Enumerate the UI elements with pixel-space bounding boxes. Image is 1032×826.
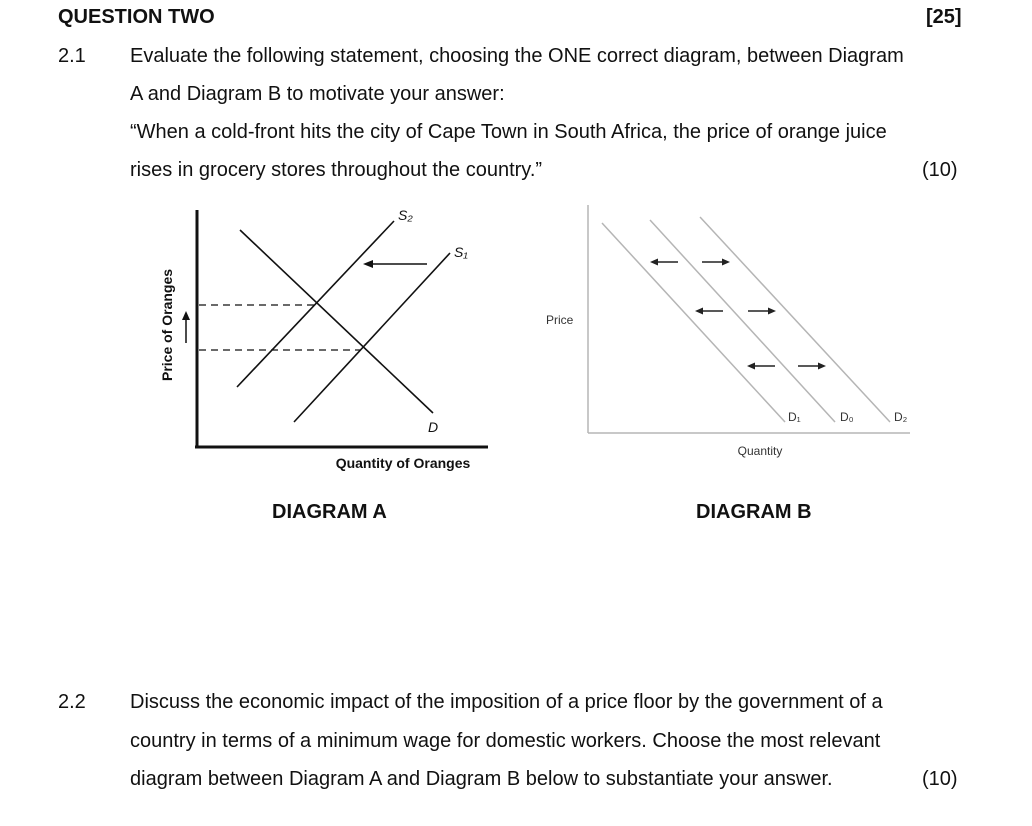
demand-curve-d1 xyxy=(602,223,785,422)
shift-right-arrow-icon xyxy=(702,259,730,266)
q2-2-line2: country in terms of a minimum wage for domestic workers. Choose the most relevant xyxy=(130,730,881,752)
demand-label: D xyxy=(428,419,439,435)
supply-curve-s1 xyxy=(294,253,450,422)
shift-right-arrow-icon xyxy=(798,363,826,370)
shift-left-arrow-icon xyxy=(695,308,723,315)
diagram-a xyxy=(150,195,510,485)
shift-left-arrow-icon xyxy=(650,259,678,266)
demand-d0-label: D₀ xyxy=(840,410,854,424)
q2-1-marks: (10) xyxy=(922,159,958,181)
supply-s2-label: S₂ xyxy=(398,207,413,223)
x-axis-label: Quantity xyxy=(737,444,783,458)
total-marks: [25] xyxy=(926,6,962,28)
q2-2-line1: Discuss the economic impact of the imposition of a price floor by the government of a xyxy=(130,691,883,713)
demand-d1-label: D₁ xyxy=(788,410,801,424)
price-up-arrow-icon xyxy=(182,311,190,343)
demand-curve-d0 xyxy=(650,220,835,422)
demand-curve-d2 xyxy=(700,217,890,422)
supply-s1-label: S₁ xyxy=(454,244,468,260)
q2-2-number: 2.2 xyxy=(58,691,86,713)
y-axis-label: Price of Oranges xyxy=(159,268,175,382)
q2-1-quote-line2: rises in grocery stores throughout the country.” xyxy=(130,159,543,181)
q2-2-marks: (10) xyxy=(922,768,958,790)
x-axis-label: Quantity of Oranges xyxy=(335,455,471,471)
y-axis-label: Price xyxy=(546,313,574,327)
q2-2-line3: diagram between Diagram A and Diagram B below to substantiate your answer. xyxy=(130,768,833,790)
supply-shift-left-arrow-icon xyxy=(363,260,427,268)
diagram-b-caption: DIAGRAM B xyxy=(696,501,812,523)
q2-1-quote-line1: “When a cold-front hits the city of Cape Town in South Africa, the price of orange juice xyxy=(130,121,887,143)
diagram-b xyxy=(530,195,930,485)
diagram-a-caption: DIAGRAM A xyxy=(272,501,387,523)
demand-d2-label: D₂ xyxy=(894,410,908,424)
demand-curve xyxy=(240,230,433,413)
q2-1-line2: A and Diagram B to motivate your answer: xyxy=(130,83,505,105)
q2-1-number: 2.1 xyxy=(58,45,86,67)
question-title: QUESTION TWO xyxy=(58,6,215,28)
shift-left-arrow-icon xyxy=(747,363,775,370)
supply-curve-s2 xyxy=(237,221,394,387)
q2-1-line1: Evaluate the following statement, choosing the ONE correct diagram, between Diagram xyxy=(130,45,904,67)
shift-right-arrow-icon xyxy=(748,308,776,315)
